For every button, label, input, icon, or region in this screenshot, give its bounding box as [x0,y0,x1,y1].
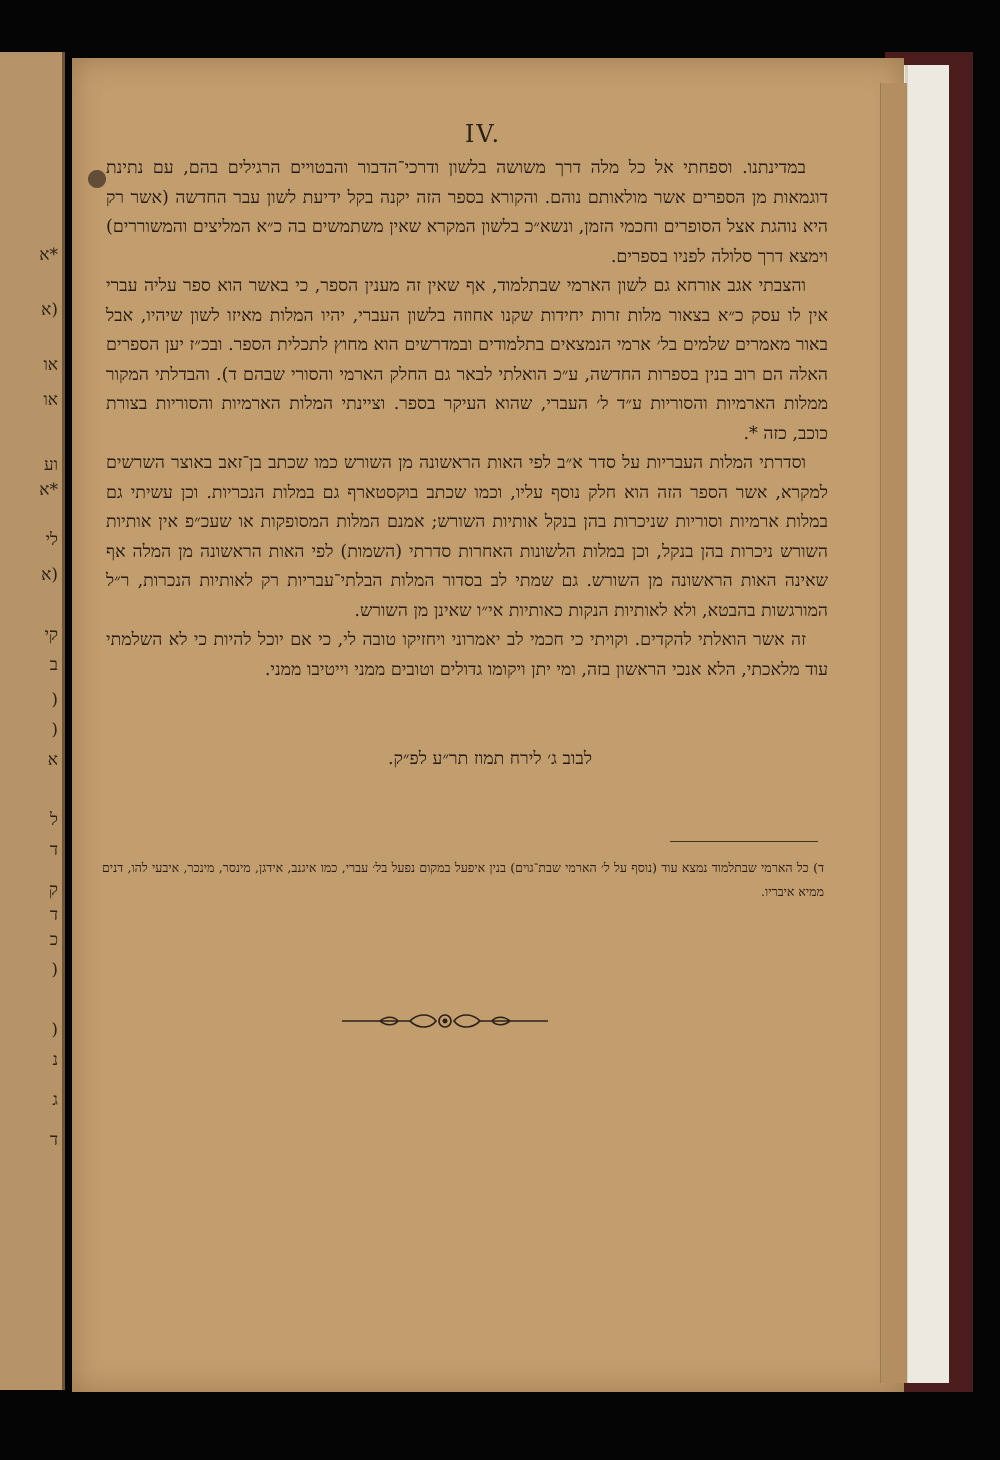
left-page-fragment: כ [49,930,58,950]
paragraph: וסדרתי המלות העבריות על סדר א״ב לפי האות הראשונה מן השורש כמו שכתב בן־זאב באוצר השרשים למקרא, אשר הספר הזה הוא חלק נוסף עליו, וכמו שכתב בוקסטארף גם במלות הנכריות. וכן עשיתי גם במלות ארמיות וסוריות שניכרות בהן בנקל אותיות השורש; אמנם המלות המסופקות או שעכ״פ אין אותיות השורש ניכרות בהן בנקל, וכן במלות הלשונות האחרות סדרתי (השמות) לפי האות הראשונה מן המלה אף שאינה האות הראשונה מן השורש. גם שמתי לב בסדור המלות הבלתי־עבריות רק לאותיות הנכרות, ר״ל המורגשות בהבטא, ולא לאותיות הנקות כאותיות אי״ו שאינן מן השורש. [106,453,828,621]
left-page-fragment: ל [50,810,58,830]
page-fold [880,83,907,1383]
page-number: IV. [464,120,502,148]
left-page-fragment: ק [48,880,58,900]
left-page-fragment: ב [49,655,58,675]
left-page-fragment: ( [51,690,58,710]
left-page-fragment: (א [41,565,58,585]
paragraph: זה אשר הואלתי להקדים. וקויתי כי חכמי לב יאמרוני ויחזיקו טובה לי, כי אם יוכל להיות כי לא השלמתי עוד מלאכתי, הלא אנכי הראשון בזה, ומי יתן ויקומו גדולים וטובים ממני וייטיבו ממני. [106,630,828,680]
left-page-fragment: קי [44,625,58,645]
paragraph: במדינתנו. וספחתי אל כל מלה דרך משושה בלשון ודרכי־הדבור והבטויים הרגילים בהם, עם נתינת דוגמאות מן הספרים אשר מולאותם נוהם. והקורא בספר הזה יקנה בקל ידיעת לשון עבר החדשה (אשר רק היא נוהגת אצל הסופרים וחכמי הזמן, ונשא״כ בלשון המקרא שאין משתמשים בה כ״א המליצים והמשוררים) וימצא דרך סלולה לפניו בספרים. [106,158,828,267]
left-page-fragment: ( [51,960,58,980]
left-page-fragment: ד [49,905,58,925]
left-page-fragment: נ [52,1050,58,1070]
left-page-fragment: ג [52,1090,58,1110]
left-page-fragment: ( [51,1020,58,1040]
left-page-fragment: ד [49,840,58,860]
ornament-divider [340,1010,550,1032]
body-text [106,154,828,685]
left-page-fragment: ( [51,720,58,740]
left-page-fragment: או [43,390,58,410]
left-page-fragment: ד [49,1130,58,1150]
left-page-fragment: *א [39,245,58,265]
left-page-fragment: *א [39,480,58,500]
left-page-fragment: (א [41,300,58,320]
left-page-fragment: לי [45,530,58,550]
ink-spot [88,170,106,188]
left-page-fragment: או [43,355,58,375]
footnote-rule [670,841,818,842]
dateline: לבוב ג׳ לירח תמוז תר״ע לפ״ק. [387,749,593,769]
left-facing-page [0,52,65,1390]
left-page-fragment: וע [44,455,58,475]
book-page [72,58,904,1392]
paragraph: והצבתי אגב אורחא גם לשון הארמי שבתלמוד, אף שאין זה מענין הספר, כי באשר הוא ספר עליה עברי אין לו עסק כ״א בצאור מלות זרות יחידות שקנו אחוזה בלשון העברי, יהיו המלות מאיזו לשון שיהיו, אבל באור מאמרים שלמים בל׳ ארמי הנמצאים בתלמודים ובמדרשים הוא מחוץ לתכלית הספר. ובכ״ז יען הספרים האלה הם רוב בנין בספרות החדשה, ע״כ הואלתי לבאר גם החלק הארמי והסורי שבהם ד). והבדלתי המקור ממלות הארמיות והסוריות ע״ד ל׳ העברי, שהוא העיקר בספר. וציינתי המלות הארמיות והסוריות בצורת כוכב, כזה *. [106,276,828,444]
footnote: ד) כל הארמי שבתלמוד נמצא עוד (נוסף על ל׳ הארמי שבת־גוים) בנין איפעל במקום נפעל בל׳ עברי, כמו איגנב, אידגן, מינסר, מינכר, איבעי להו, דנים ממיא איבריו. [102,860,824,899]
left-page-fragment: א [47,750,58,770]
